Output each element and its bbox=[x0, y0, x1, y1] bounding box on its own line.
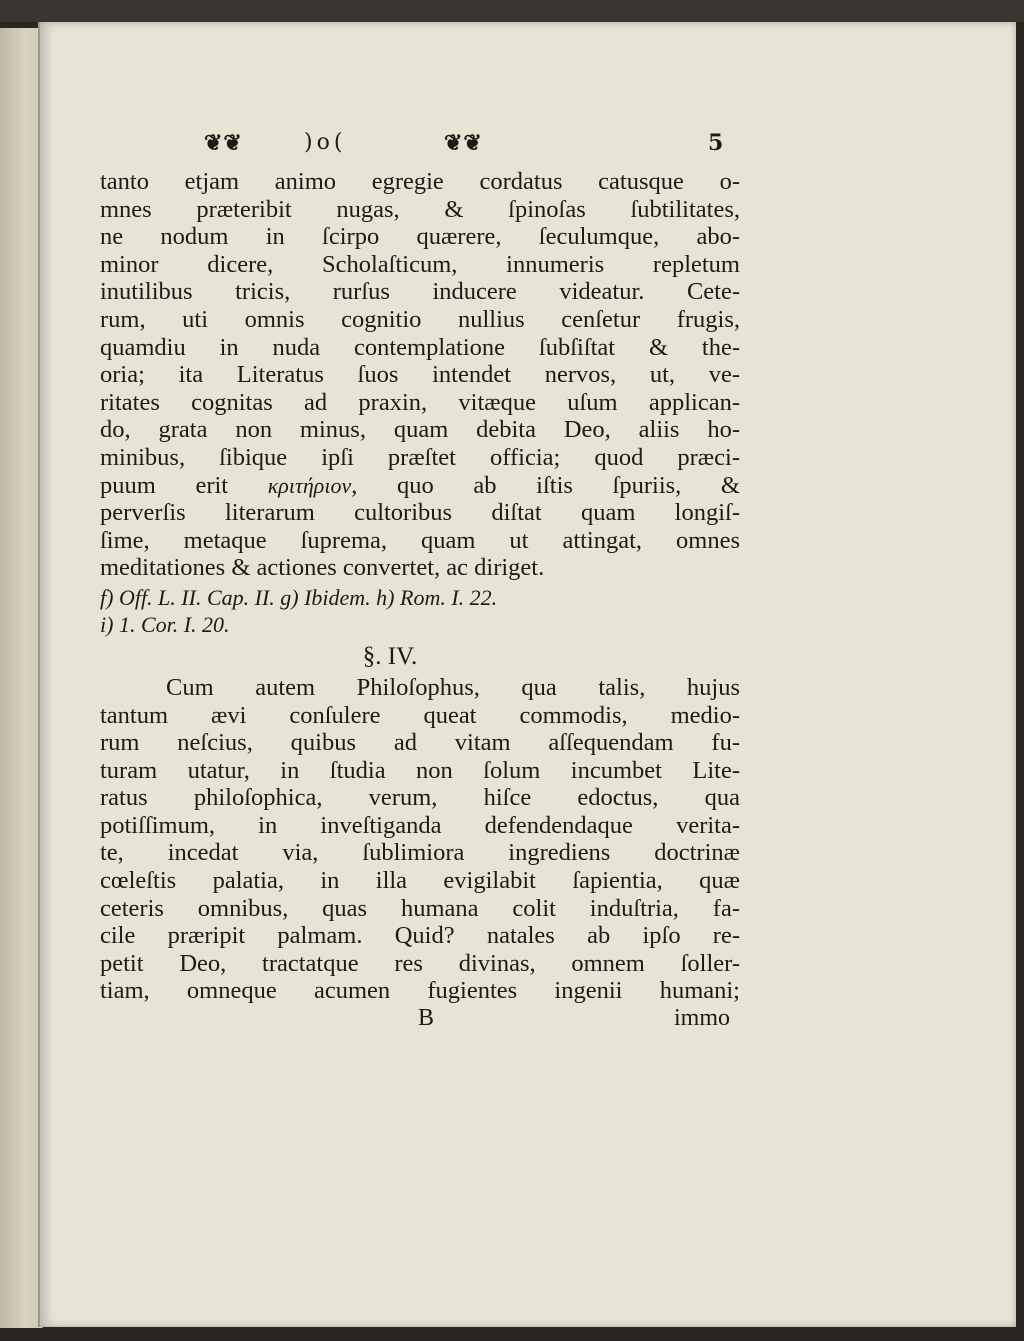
text-line: meditationes & actiones convertet, ac diriget. bbox=[100, 554, 545, 582]
page-number: 5 bbox=[708, 130, 724, 156]
paragraph-1 bbox=[100, 168, 740, 582]
text-line: cœleſtis palatia, in illa evigilabit ſapientia, quæ bbox=[100, 867, 740, 895]
signature-mark: B bbox=[418, 1005, 435, 1032]
text-line: rum, uti omnis cognitio nullius cenſetur frugis, bbox=[100, 305, 740, 333]
ornament-left-icon: ❦❦ bbox=[204, 130, 243, 156]
footnote-line: f) Off. L. II. Cap. II. g) Ibidem. h) Rom. I. 22. bbox=[100, 584, 498, 610]
text-line: do, grata non minus, quam debita Deo, aliis ho- bbox=[100, 416, 740, 444]
page-mark: )o( bbox=[304, 130, 347, 155]
text-line: rum neſcius, quibus ad vitam aſſequendam fu- bbox=[100, 729, 740, 757]
footnotes bbox=[100, 584, 740, 638]
section-heading: §. IV. bbox=[362, 642, 418, 670]
text-line: minibus, ſibique ipſi præſtet officia; quod præci- bbox=[100, 443, 740, 471]
greek-line-after: , quo ab iſtis ſpuriis, & bbox=[351, 471, 740, 499]
running-head bbox=[100, 120, 740, 168]
text-line: oria; ita Literatus ſuos intendet nervos, ut, ve- bbox=[100, 361, 740, 389]
text-line: ſime, metaque ſuprema, quam ut attingat, omnes bbox=[100, 526, 740, 554]
text-line: tantum ævi conſulere queat commodis, medio- bbox=[100, 701, 740, 729]
text-line: inutilibus tricis, rurſus inducere videatur. Cete- bbox=[100, 278, 740, 306]
text-line: ceteris omnibus, quas humana colit induſtria, fa- bbox=[100, 894, 740, 922]
page-text-block bbox=[100, 120, 740, 1035]
text-line: perverſis literarum cultoribus diſtat quam longiſ- bbox=[100, 499, 740, 527]
text-line: cile præripit palmam. Quid? natales ab ipſo re- bbox=[100, 922, 740, 950]
text-line: Cum autem Philoſophus, qua talis, hujus bbox=[166, 673, 740, 701]
text-line: petit Deo, tractatque res divinas, omnem ſoller- bbox=[100, 949, 740, 977]
paragraph-2 bbox=[100, 674, 740, 1005]
text-line: ne nodum in ſcirpo quærere, ſeculumque, abo- bbox=[100, 223, 740, 251]
greek-line-before: puum erit bbox=[100, 471, 268, 499]
footnote-line: i) 1. Cor. I. 20. bbox=[100, 611, 230, 637]
left-page-edge bbox=[0, 28, 43, 1328]
text-line: tanto etjam animo egregie cordatus catusque o- bbox=[100, 168, 740, 195]
greek-word: κριτήριον bbox=[267, 472, 352, 498]
text-line: quamdiu in nuda contemplatione ſubſiſtat & the- bbox=[100, 333, 740, 361]
book-top-edge bbox=[0, 0, 1024, 22]
text-line: ratus philoſophica, verum, hiſce edoctus, qua bbox=[100, 784, 740, 812]
text-line: mnes præteribit nugas, & ſpinoſas ſubtilitates, bbox=[100, 195, 740, 223]
catchword: immo bbox=[673, 1005, 730, 1032]
text-line: ritates cognitas ad praxin, vitæque uſum applican- bbox=[100, 388, 740, 416]
text-line: turam utatur, in ſtudia non ſolum incumbet Lite- bbox=[100, 756, 740, 784]
text-line: tiam, omneque acumen fugientes ingenii humani; bbox=[100, 977, 740, 1005]
text-line-greek bbox=[100, 472, 740, 500]
text-line: potiſſimum, in inveſtiganda defendendaque verita- bbox=[100, 811, 740, 839]
text-line: minor dicere, Scholaſticum, innumeris repletum bbox=[100, 250, 740, 278]
catchline bbox=[100, 1005, 740, 1035]
ornament-right-icon: ❦❦ bbox=[444, 130, 483, 156]
text-line: te, incedat via, ſublimiora ingrediens doctrinæ bbox=[100, 839, 740, 867]
